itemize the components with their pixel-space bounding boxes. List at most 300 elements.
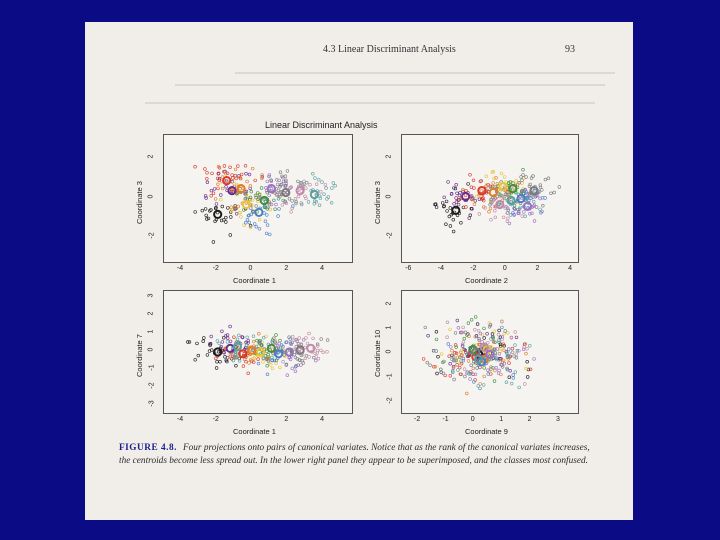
data-point: [210, 189, 213, 192]
data-point: [214, 198, 217, 201]
data-point: [278, 195, 281, 198]
data-point: [483, 337, 486, 340]
data-point: [235, 212, 238, 215]
scatter-panel-1: [163, 134, 353, 263]
running-head: 4.3 Linear Discriminant Analysis: [323, 44, 456, 55]
data-point: [464, 375, 467, 378]
data-point: [261, 174, 264, 177]
data-point: [521, 182, 524, 185]
data-point: [331, 187, 334, 190]
data-point: [295, 202, 298, 205]
data-point: [317, 178, 320, 181]
data-point: [469, 173, 472, 176]
data-point: [260, 187, 263, 190]
data-point: [271, 356, 274, 359]
data-point: [426, 361, 429, 364]
data-point: [318, 204, 321, 207]
data-point: [464, 331, 467, 334]
data-point: [294, 370, 297, 373]
data-point: [276, 183, 279, 186]
data-point: [315, 183, 318, 186]
data-point: [480, 190, 483, 193]
x-tick-label: -2: [212, 265, 219, 272]
data-point: [321, 181, 324, 184]
data-point: [547, 177, 550, 180]
data-point: [246, 180, 249, 183]
data-point: [305, 187, 308, 190]
data-point: [194, 358, 197, 361]
x-tick-label: 0: [248, 416, 253, 423]
data-point: [440, 353, 443, 356]
data-point: [233, 182, 236, 185]
data-point: [449, 362, 452, 365]
data-point: [468, 217, 471, 220]
data-point: [204, 168, 207, 171]
data-point: [512, 377, 515, 380]
data-point: [304, 357, 307, 360]
data-point: [254, 179, 257, 182]
data-point: [493, 209, 496, 212]
data-point: [247, 372, 250, 375]
data-point: [269, 208, 272, 211]
data-point: [522, 168, 525, 171]
data-point: [308, 356, 311, 359]
data-point: [463, 337, 466, 340]
data-point: [212, 241, 215, 244]
data-point: [526, 376, 529, 379]
x-axis-label: Coordinate 1: [233, 427, 276, 436]
data-point: [221, 205, 224, 208]
data-point: [308, 332, 311, 335]
data-point: [464, 194, 467, 197]
data-point: [269, 363, 272, 366]
data-point: [457, 326, 460, 329]
x-tick-label: 4: [568, 265, 573, 272]
x-tick-label: 2: [527, 416, 532, 423]
data-point: [453, 378, 456, 381]
data-point: [217, 350, 220, 353]
data-point: [314, 177, 317, 180]
data-point: [312, 337, 315, 340]
data-point: [279, 171, 282, 174]
data-point: [311, 172, 314, 175]
data-point: [474, 199, 477, 202]
data-point: [451, 349, 454, 352]
data-point: [524, 215, 527, 218]
data-point: [229, 234, 232, 237]
data-point: [506, 217, 509, 220]
data-point: [244, 164, 247, 167]
data-point: [456, 363, 459, 366]
data-point: [449, 225, 452, 228]
bleed-through-line: [145, 102, 595, 104]
data-point: [206, 181, 209, 184]
figure-caption: [119, 442, 599, 467]
data-point: [435, 338, 438, 341]
data-point: [525, 367, 528, 370]
data-point: [453, 202, 456, 205]
data-point: [224, 221, 227, 224]
data-point: [297, 364, 300, 367]
data-point: [518, 386, 521, 389]
data-point: [294, 197, 297, 200]
data-point: [449, 346, 452, 349]
data-point: [262, 336, 265, 339]
figure-title: Linear Discriminant Analysis: [265, 120, 378, 130]
data-point: [251, 167, 254, 170]
data-point: [245, 172, 248, 175]
y-tick-label: -3: [148, 400, 156, 407]
data-point: [492, 182, 495, 185]
data-point: [498, 329, 501, 332]
data-point: [493, 330, 496, 333]
data-point: [224, 216, 227, 219]
data-point: [476, 367, 479, 370]
data-point: [297, 195, 300, 198]
data-point: [506, 220, 509, 223]
data-point: [229, 216, 232, 219]
scatter-plot-3: [164, 291, 352, 413]
bleed-through-line: [175, 84, 605, 86]
data-point: [323, 193, 326, 196]
data-point: [544, 178, 547, 181]
data-point: [232, 359, 235, 362]
data-point: [439, 368, 442, 371]
data-point: [503, 176, 506, 179]
data-point: [250, 190, 253, 193]
data-point: [258, 218, 261, 221]
y-tick-label: -1: [148, 364, 156, 371]
data-point: [246, 218, 249, 221]
data-point: [214, 357, 217, 360]
data-point: [489, 207, 492, 210]
data-point: [205, 214, 208, 217]
data-point: [240, 216, 243, 219]
data-point: [447, 343, 450, 346]
data-point: [268, 233, 271, 236]
data-point: [303, 180, 306, 183]
data-point: [309, 183, 312, 186]
data-point: [479, 387, 482, 390]
data-point: [325, 187, 328, 190]
data-point: [473, 328, 476, 331]
data-point: [188, 341, 191, 344]
x-tick-label: -1: [442, 416, 449, 423]
data-point: [217, 187, 220, 190]
data-point: [475, 195, 478, 198]
x-axis-label: Coordinate 9: [465, 427, 508, 436]
data-point: [512, 374, 515, 377]
data-point: [458, 194, 461, 197]
data-point: [443, 196, 446, 199]
data-point: [286, 374, 289, 377]
page-number: 93: [565, 44, 575, 55]
data-point: [235, 177, 238, 180]
data-point: [479, 180, 482, 183]
x-tick-label: -2: [212, 416, 219, 423]
data-point: [459, 191, 462, 194]
data-point: [257, 332, 260, 335]
data-point: [237, 334, 240, 337]
data-point: [474, 316, 477, 319]
data-point: [268, 194, 271, 197]
x-tick-label: -4: [176, 265, 184, 272]
data-point: [457, 203, 460, 206]
x-tick-label: -6: [405, 265, 412, 272]
data-point: [485, 175, 488, 178]
y-axis-label: Coordinate 3: [373, 180, 382, 224]
data-point: [211, 172, 214, 175]
data-point: [486, 332, 489, 335]
data-point: [215, 367, 218, 370]
data-point: [197, 354, 200, 357]
data-point: [306, 342, 309, 345]
data-point: [298, 337, 301, 340]
data-point: [486, 369, 489, 372]
scatter-panel-2: [401, 134, 579, 263]
data-point: [207, 217, 210, 220]
data-point: [226, 337, 229, 340]
caption-label: FIGURE 4.8.: [119, 443, 177, 453]
data-point: [257, 362, 260, 365]
data-point: [314, 359, 317, 362]
data-point: [470, 186, 473, 189]
scatter-panel-3: [163, 290, 353, 414]
data-point: [460, 221, 463, 224]
data-point: [452, 218, 455, 221]
data-point: [291, 200, 294, 203]
data-point: [446, 210, 449, 213]
y-tick-label: 1: [385, 325, 393, 330]
data-point: [236, 338, 239, 341]
x-tick-label: -2: [414, 416, 421, 423]
data-point: [456, 192, 459, 195]
data-point: [288, 197, 291, 200]
data-point: [206, 171, 209, 174]
data-point: [330, 201, 333, 204]
x-tick-label: 2: [284, 416, 289, 423]
data-point: [216, 360, 219, 363]
data-point: [495, 366, 498, 369]
data-point: [271, 367, 274, 370]
y-tick-label: 2: [385, 301, 393, 306]
data-point: [196, 342, 199, 345]
data-point: [533, 358, 536, 361]
y-tick-label: -2: [386, 232, 394, 239]
data-point: [500, 172, 503, 175]
data-point: [213, 188, 216, 191]
data-point: [194, 165, 197, 168]
data-point: [514, 344, 517, 347]
data-point: [277, 189, 280, 192]
data-point: [277, 215, 280, 218]
x-tick-label: 2: [535, 265, 540, 272]
y-tick-label: -1: [386, 373, 394, 380]
data-point: [224, 355, 227, 358]
y-tick-label: -2: [148, 382, 156, 389]
data-point: [216, 340, 219, 343]
data-point: [513, 204, 516, 207]
data-point: [508, 376, 511, 379]
x-tick-label: -4: [437, 265, 444, 272]
data-point: [473, 203, 476, 206]
data-point: [206, 354, 209, 357]
data-point: [235, 364, 238, 367]
data-point: [284, 175, 287, 178]
data-point: [307, 201, 310, 204]
data-point: [448, 215, 451, 218]
data-point: [205, 218, 208, 221]
y-tick-label: -2: [148, 232, 156, 239]
data-point: [249, 226, 252, 229]
data-point: [317, 357, 320, 360]
data-point: [494, 216, 497, 219]
data-point: [525, 352, 528, 355]
data-point: [204, 208, 207, 211]
data-point: [454, 332, 457, 335]
data-point: [255, 205, 258, 208]
scatter-panel-4: [401, 290, 579, 414]
data-point: [225, 185, 228, 188]
data-point: [326, 350, 329, 353]
data-point: [462, 340, 465, 343]
data-point: [248, 221, 251, 224]
data-point: [469, 378, 472, 381]
data-point: [215, 203, 218, 206]
data-point: [278, 208, 281, 211]
data-point: [508, 362, 511, 365]
data-point: [505, 381, 508, 384]
data-point: [441, 202, 444, 205]
data-point: [457, 369, 460, 372]
data-point: [523, 383, 526, 386]
data-point: [274, 208, 277, 211]
x-tick-label: -4: [176, 416, 184, 423]
y-tick-label: 2: [385, 154, 393, 159]
data-point: [266, 224, 269, 227]
data-point: [275, 362, 278, 365]
data-point: [319, 190, 322, 193]
data-point: [465, 392, 468, 395]
data-point: [422, 358, 425, 361]
data-point: [334, 184, 337, 187]
data-point: [210, 335, 213, 338]
class-centroid: [227, 345, 234, 352]
data-point: [324, 183, 327, 186]
data-point: [205, 177, 208, 180]
data-point: [316, 345, 319, 348]
data-point: [234, 168, 237, 171]
data-point: [202, 340, 205, 343]
data-point: [282, 360, 285, 363]
x-tick-label: 2: [284, 265, 289, 272]
data-point: [511, 351, 514, 354]
x-tick-label: 0: [502, 265, 507, 272]
data-point: [219, 194, 222, 197]
data-point: [221, 341, 224, 344]
data-point: [494, 369, 497, 372]
data-point: [550, 192, 553, 195]
scatter-plot-2: [402, 135, 578, 262]
y-tick-label: -2: [386, 397, 394, 404]
data-point: [452, 230, 455, 233]
x-tick-label: 4: [320, 265, 325, 272]
data-point: [265, 232, 268, 235]
data-point: [515, 179, 518, 182]
data-point: [469, 214, 472, 217]
data-point: [219, 360, 222, 363]
data-point: [231, 177, 234, 180]
caption-text: Four projections onto pairs of canonical variates. Notice that as the rank of the canonical variates increases, the centroids become less spread out. In the lower right panel they appear to be superimposed, and the classes most confused.: [119, 443, 590, 466]
data-point: [455, 183, 458, 186]
data-point: [297, 180, 300, 183]
data-point: [281, 204, 284, 207]
data-point: [477, 329, 480, 332]
data-point: [467, 360, 470, 363]
data-point: [223, 165, 226, 168]
data-point: [446, 336, 449, 339]
x-tick-label: -2: [470, 265, 477, 272]
y-tick-label: 1: [147, 329, 155, 334]
data-point: [320, 338, 323, 341]
data-point: [482, 384, 485, 387]
data-point: [461, 354, 464, 357]
data-point: [300, 190, 303, 193]
data-point: [266, 180, 269, 183]
data-point: [501, 326, 504, 329]
data-point: [462, 326, 465, 329]
data-point: [221, 330, 224, 333]
y-tick-label: 0: [147, 194, 155, 198]
data-point: [521, 179, 524, 182]
data-point: [258, 227, 261, 230]
data-point: [449, 207, 452, 210]
data-point: [231, 174, 234, 177]
data-point: [264, 186, 267, 189]
data-point: [290, 211, 293, 214]
data-point: [483, 327, 486, 330]
data-point: [455, 197, 458, 200]
data-point: [257, 358, 260, 361]
data-point: [503, 349, 506, 352]
data-point: [445, 223, 448, 226]
data-point: [279, 339, 282, 342]
book-page: [85, 22, 633, 520]
y-axis-label: Coordinate 3: [135, 180, 144, 224]
data-point: [255, 225, 258, 228]
data-point: [472, 179, 475, 182]
data-point: [265, 214, 268, 217]
data-point: [446, 321, 449, 324]
data-point: [448, 355, 451, 358]
data-point: [467, 322, 470, 325]
data-point: [558, 186, 561, 189]
data-point: [252, 340, 255, 343]
data-point: [522, 211, 525, 214]
data-point: [248, 173, 251, 176]
y-axis-label: Coordinate 10: [373, 329, 382, 377]
y-tick-label: 3: [147, 293, 155, 298]
data-point: [478, 213, 481, 216]
data-point: [244, 221, 247, 224]
data-point: [514, 331, 517, 334]
data-point: [233, 336, 236, 339]
data-point: [522, 174, 525, 177]
data-point: [511, 347, 514, 350]
data-point: [535, 206, 538, 209]
class-centroid: [255, 209, 262, 216]
data-point: [279, 366, 282, 369]
